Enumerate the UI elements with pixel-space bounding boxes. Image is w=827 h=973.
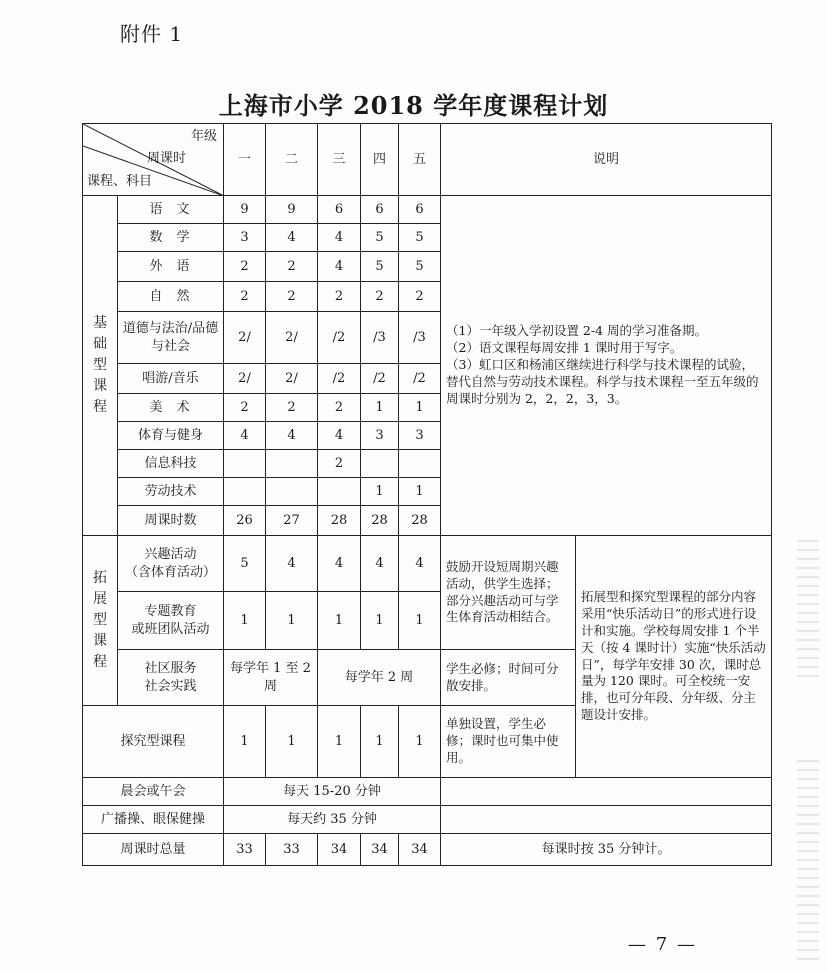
interest-value: 4: [399, 536, 441, 592]
extended-category: [83, 536, 118, 706]
total-value: 34: [361, 834, 399, 866]
subject-value: [361, 450, 399, 478]
interest-value: 5: [224, 536, 266, 592]
subject-row: [83, 196, 772, 224]
topic-value: 1: [361, 592, 399, 650]
subject-value: /2: [361, 364, 399, 394]
grade-4-header: 四: [361, 124, 399, 196]
subject-value: 4: [318, 224, 361, 252]
subject-name: 周课时数: [118, 506, 224, 536]
community-name-line2: 社会实践: [144, 678, 197, 694]
subject-name: 美术: [118, 394, 224, 422]
subject-value: /3: [361, 312, 399, 364]
subject-value: 4: [318, 252, 361, 282]
subject-value: 26: [224, 506, 266, 536]
subject-name: 唱游/音乐: [118, 364, 224, 394]
total-note: 每课时按 35 分钟计。: [441, 834, 772, 866]
subject-value: 2: [361, 282, 399, 312]
subject-value: /2: [318, 312, 361, 364]
grade-5-header: 五: [399, 124, 441, 196]
interest-name-line2: （含体育活动）: [124, 564, 216, 580]
exercise-note: [441, 806, 772, 834]
research-note: 单独设置，学生必修；课时也可集中使用。: [441, 706, 576, 778]
subject-value: 2: [224, 282, 266, 312]
topic-name: [118, 592, 224, 650]
interest-value: 4: [318, 536, 361, 592]
subject-value: 5: [361, 224, 399, 252]
subject-value: 6: [318, 196, 361, 224]
subject-value: 28: [318, 506, 361, 536]
subject-value: 27: [266, 506, 318, 536]
subject-value: 4: [266, 224, 318, 252]
subject-value: [266, 478, 318, 506]
exercise-row: [83, 806, 772, 834]
morning-name: 晨会或午会: [83, 778, 224, 806]
research-value: 1: [361, 706, 399, 778]
basic-note-1: （1）一年级入学初设置 2-4 周的学习准备期。: [446, 323, 708, 339]
scan-noise: [797, 540, 819, 680]
subject-value: 2: [318, 394, 361, 422]
total-value: 33: [224, 834, 266, 866]
grade-label: 年级: [190, 129, 217, 144]
basic-category: [83, 196, 118, 536]
subject-value: 3: [399, 422, 441, 450]
subject-value: 2: [318, 282, 361, 312]
notes-header: 说明: [441, 124, 772, 196]
page-title: 上海市小学 2018 学年度课程计划: [218, 91, 609, 120]
exercise-name: 广播操、眼保健操: [83, 806, 224, 834]
total-name: 周课时总量: [83, 834, 224, 866]
topic-value: 1: [399, 592, 441, 650]
basic-category-label: 基础型课程: [93, 315, 107, 415]
subject-value: 2: [318, 450, 361, 478]
community-grades-3-5: 每学年 2 周: [318, 650, 441, 706]
subject-value: 2: [266, 282, 318, 312]
interest-note: 鼓励开设短周期兴趣活动，供学生选择；部分兴趣活动可与学生体育活动相结合。: [441, 536, 576, 650]
course-plan-table: [82, 123, 772, 866]
interest-name: [118, 536, 224, 592]
research-value: 1: [224, 706, 266, 778]
subject-value: 2/: [266, 312, 318, 364]
subject-name: 自然: [118, 282, 224, 312]
extended-category-label: 拓展型课程: [93, 570, 107, 670]
interest-value: 4: [361, 536, 399, 592]
subject-value: /3: [399, 312, 441, 364]
diagonal-header-cell: [83, 124, 224, 196]
subject-value: 1: [399, 478, 441, 506]
subject-value: 28: [399, 506, 441, 536]
basic-notes: [441, 196, 772, 536]
community-name: [118, 650, 224, 706]
morning-note: [441, 778, 772, 806]
exercise-value: 每天约 35 分钟: [224, 806, 441, 834]
grade-1-header: 一: [224, 124, 266, 196]
topic-value: 1: [266, 592, 318, 650]
subject-value: [399, 450, 441, 478]
subject-value: /2: [399, 364, 441, 394]
subject-value: 4: [318, 422, 361, 450]
research-value: 1: [399, 706, 441, 778]
subject-value: 6: [399, 196, 441, 224]
basic-note-3: （3）虹口区和杨浦区继续进行科学与技术课程的试验，替代自然与劳动技术课程。科学与技术课程一至五年级的周课时分别为 2，2，2，3，3。: [446, 357, 759, 406]
subject-value: 28: [361, 506, 399, 536]
subject-value: [318, 478, 361, 506]
subject-value: /2: [318, 364, 361, 394]
subject-value: 2: [266, 394, 318, 422]
subject-value: 2: [224, 394, 266, 422]
subject-value: 3: [224, 224, 266, 252]
total-value: 33: [266, 834, 318, 866]
subject-value: [224, 478, 266, 506]
subject-value: [224, 450, 266, 478]
topic-value: 1: [318, 592, 361, 650]
scan-noise: [797, 760, 819, 960]
subject-name: 语文: [118, 196, 224, 224]
subject-name: 数学: [118, 224, 224, 252]
research-value: 1: [266, 706, 318, 778]
subject-value: 1: [361, 394, 399, 422]
research-value: 1: [318, 706, 361, 778]
subject-value: 5: [399, 252, 441, 282]
subject-value: 4: [266, 422, 318, 450]
course-label: 课程、科目: [87, 174, 153, 190]
community-grades-1-2: 每学年 1 至 2 周: [224, 650, 318, 706]
attachment-label: 附件 1: [120, 22, 184, 46]
subject-value: 2/: [224, 364, 266, 394]
subject-value: 9: [266, 196, 318, 224]
total-value: 34: [318, 834, 361, 866]
topic-name-line2: 或班团队活动: [131, 621, 210, 637]
subject-value: 1: [361, 478, 399, 506]
subject-value: 5: [361, 252, 399, 282]
subject-value: 2/: [224, 312, 266, 364]
subject-name: 劳动技术: [118, 478, 224, 506]
community-note: 学生必修；时间可分散安排。: [441, 650, 576, 706]
subject-value: 2: [399, 282, 441, 312]
morning-row: [83, 778, 772, 806]
total-row: [83, 834, 772, 866]
subject-name: 外语: [118, 252, 224, 282]
interest-row: [83, 536, 772, 592]
topic-value: 1: [224, 592, 266, 650]
grade-2-header: 二: [266, 124, 318, 196]
interest-name-line1: 兴趣活动: [144, 546, 197, 562]
subject-name: 信息科技: [118, 450, 224, 478]
subject-value: 1: [399, 394, 441, 422]
research-name: 探究型课程: [83, 706, 224, 778]
subject-value: 2: [224, 252, 266, 282]
extended-shared-note: 拓展型和探究型课程的部分内容采用“快乐活动日”的形式进行设计和实施。学校每周安排 1 个半天（按 4 课时计）实施“快乐活动日”，每学年安排 30 次，课时总量为 120 课时。可全校统一安排，也可分年段、分年级、分主题设计安排。: [576, 536, 772, 778]
subject-value: 3: [361, 422, 399, 450]
subject-value: 6: [361, 196, 399, 224]
subject-value: [266, 450, 318, 478]
community-name-line1: 社区服务: [144, 660, 197, 676]
topic-name-line1: 专题教育: [144, 603, 197, 619]
total-value: 34: [399, 834, 441, 866]
subject-name: 体育与健身: [118, 422, 224, 450]
interest-value: 4: [266, 536, 318, 592]
morning-value: 每天 15-20 分钟: [224, 778, 441, 806]
page-number: — 7 —: [628, 934, 697, 955]
subject-value: 2: [266, 252, 318, 282]
grade-3-header: 三: [318, 124, 361, 196]
basic-note-2: （2）语文课程每周安排 1 课时用于写字。: [446, 340, 683, 356]
subject-value: 2/: [266, 364, 318, 394]
subject-value: 4: [224, 422, 266, 450]
hours-label: 周课时: [147, 151, 187, 166]
header-row: [83, 124, 772, 196]
subject-name: 道德与法治/品德与社会: [118, 312, 224, 364]
subject-value: 5: [399, 224, 441, 252]
subject-value: 9: [224, 196, 266, 224]
